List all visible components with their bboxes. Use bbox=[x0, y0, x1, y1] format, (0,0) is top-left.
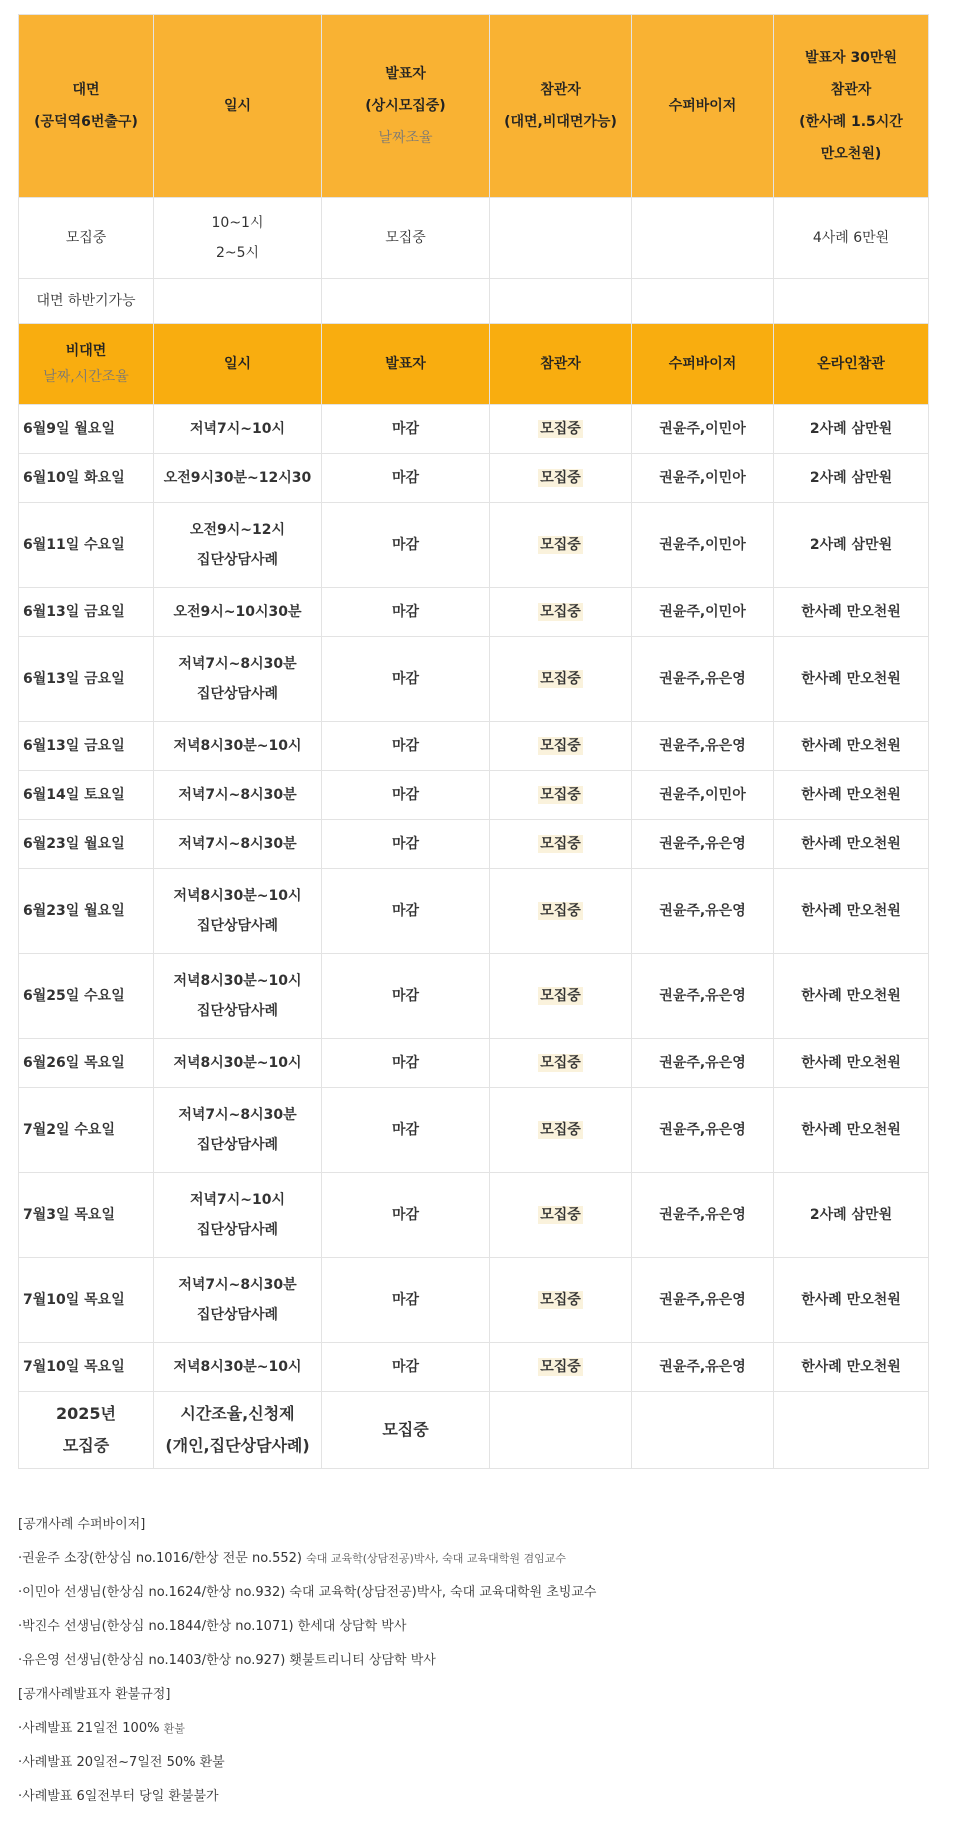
row-fee: 한사례 만오천원 bbox=[774, 1088, 929, 1173]
status-badge: 모집중 bbox=[540, 836, 581, 852]
row-observer bbox=[490, 1088, 632, 1173]
row-fee: 한사례 만오천원 bbox=[774, 771, 929, 820]
row-supervisor: 권윤주,유은영 bbox=[632, 1258, 774, 1343]
table-row bbox=[19, 771, 929, 820]
row-supervisor: 권윤주,유은영 bbox=[632, 722, 774, 771]
row-date: 7월10일 목요일 bbox=[19, 1258, 154, 1343]
row-date: 6월25일 수요일 bbox=[19, 954, 154, 1039]
year-row bbox=[19, 1392, 929, 1469]
row-time: 저녁7시~8시30분 bbox=[154, 771, 322, 820]
header-presenter: 발표자 (상시모집중) 날짜조율 bbox=[322, 15, 490, 198]
row-supervisor: 권윤주,유은영 bbox=[632, 954, 774, 1039]
status-badge: 모집중 bbox=[540, 738, 581, 754]
row-time: 저녁7시~8시30분 bbox=[154, 820, 322, 869]
table-row bbox=[19, 1343, 929, 1392]
row-supervisor: 권윤주,이민아 bbox=[632, 454, 774, 503]
row-presenter: 마감 bbox=[322, 771, 490, 820]
row-observer bbox=[490, 503, 632, 588]
status-badge: 모집중 bbox=[540, 1055, 581, 1071]
row-fee: 한사례 만오천원 bbox=[774, 588, 929, 637]
row-date: 6월26일 목요일 bbox=[19, 1039, 154, 1088]
row-date: 6월9일 월요일 bbox=[19, 405, 154, 454]
row-observer bbox=[490, 771, 632, 820]
row-presenter: 마감 bbox=[322, 1173, 490, 1258]
row-presenter: 마감 bbox=[322, 820, 490, 869]
row-observer bbox=[490, 1039, 632, 1088]
row-time: 저녁8시30분~10시 집단상담사례 bbox=[154, 954, 322, 1039]
inperson-header-row bbox=[19, 15, 929, 198]
year-time: 시간조율,신청제 (개인,집단상담사례) bbox=[154, 1392, 322, 1469]
row-observer bbox=[490, 869, 632, 954]
row-observer bbox=[490, 820, 632, 869]
row-time: 저녁8시30분~10시 bbox=[154, 1039, 322, 1088]
row-date: 7월10일 목요일 bbox=[19, 1343, 154, 1392]
supervisor-item: ·권윤주 소장(한상심 no.1016/한상 전문 no.552) 숙대 교육학(상담전공)박사, 숙대 교육대학원 겸임교수 bbox=[18, 1551, 566, 1566]
table-row bbox=[19, 637, 929, 722]
header-online: 비대면 날짜,시간조율 bbox=[19, 324, 154, 405]
row-date: 6월23일 월요일 bbox=[19, 869, 154, 954]
row-date: 6월23일 월요일 bbox=[19, 820, 154, 869]
row-presenter: 마감 bbox=[322, 1039, 490, 1088]
row-presenter: 마감 bbox=[322, 588, 490, 637]
status-badge: 모집중 bbox=[540, 604, 581, 620]
row-supervisor: 권윤주,이민아 bbox=[632, 503, 774, 588]
row-observer bbox=[490, 1258, 632, 1343]
row-presenter: 마감 bbox=[322, 637, 490, 722]
row-fee: 한사례 만오천원 bbox=[774, 1039, 929, 1088]
row-observer bbox=[490, 588, 632, 637]
status-badge: 모집중 bbox=[540, 470, 581, 486]
status-badge: 모집중 bbox=[540, 903, 581, 919]
row-date: 6월13일 금요일 bbox=[19, 588, 154, 637]
table-row bbox=[19, 588, 929, 637]
table-row bbox=[19, 820, 929, 869]
refund-item: ·사례발표 6일전부터 당일 환불불가 bbox=[18, 1789, 219, 1804]
row-date: 6월13일 금요일 bbox=[19, 637, 154, 722]
header-datetime: 일시 bbox=[154, 15, 322, 198]
table-row bbox=[19, 1039, 929, 1088]
header-observer: 참관자 (대면,비대면가능) bbox=[490, 15, 632, 198]
row-observer bbox=[490, 722, 632, 771]
inperson-note: 대면 하반기가능 bbox=[19, 279, 154, 324]
row-supervisor: 권윤주,이민아 bbox=[632, 405, 774, 454]
header2-observer: 참관자 bbox=[490, 324, 632, 405]
status-badge: 모집중 bbox=[540, 787, 581, 803]
row-observer bbox=[490, 954, 632, 1039]
header2-online-observe: 온라인참관 bbox=[774, 324, 929, 405]
row-observer bbox=[490, 1173, 632, 1258]
row-supervisor: 권윤주,유은영 bbox=[632, 637, 774, 722]
header-inperson: 대면 (공덕역6번출구) bbox=[19, 15, 154, 198]
online-header-row bbox=[19, 324, 929, 405]
inperson-presenter: 모집중 bbox=[322, 198, 490, 279]
table-row bbox=[19, 405, 929, 454]
row-time: 오전9시~12시 집단상담사례 bbox=[154, 503, 322, 588]
row-fee: 2사례 삼만원 bbox=[774, 1173, 929, 1258]
row-date: 6월10일 화요일 bbox=[19, 454, 154, 503]
supervisor-title: [공개사례 수퍼바이저] bbox=[18, 1517, 146, 1532]
row-supervisor: 권윤주,유은영 bbox=[632, 1088, 774, 1173]
inperson-row bbox=[19, 198, 929, 279]
inperson-times: 10~1시 2~5시 bbox=[154, 198, 322, 279]
row-fee: 한사례 만오천원 bbox=[774, 954, 929, 1039]
status-badge: 모집중 bbox=[540, 1292, 581, 1308]
row-date: 6월14일 토요일 bbox=[19, 771, 154, 820]
row-time: 저녁7시~10시 bbox=[154, 405, 322, 454]
status-badge: 모집중 bbox=[540, 421, 581, 437]
row-supervisor: 권윤주,유은영 bbox=[632, 820, 774, 869]
row-fee: 한사례 만오천원 bbox=[774, 820, 929, 869]
table-row bbox=[19, 454, 929, 503]
row-fee: 한사례 만오천원 bbox=[774, 1343, 929, 1392]
row-time: 저녁7시~10시 집단상담사례 bbox=[154, 1173, 322, 1258]
row-time: 저녁8시30분~10시 bbox=[154, 722, 322, 771]
schedule-table bbox=[18, 14, 929, 1469]
table-row bbox=[19, 954, 929, 1039]
inperson-status: 모집중 bbox=[19, 198, 154, 279]
row-time: 오전9시~10시30분 bbox=[154, 588, 322, 637]
supervisor-item: ·유은영 선생님(한상심 no.1403/한상 no.927) 횃불트리니티 상담학 박사 bbox=[18, 1653, 436, 1668]
row-observer bbox=[490, 405, 632, 454]
row-date: 7월3일 목요일 bbox=[19, 1173, 154, 1258]
row-observer bbox=[490, 637, 632, 722]
time-adjust-note: 날짜,시간조율 bbox=[43, 369, 129, 385]
notes-section bbox=[18, 1508, 948, 1814]
table-row bbox=[19, 1258, 929, 1343]
inperson-fee: 4사례 6만원 bbox=[774, 198, 929, 279]
header2-presenter: 발표자 bbox=[322, 324, 490, 405]
supervisor-item: ·이민아 선생님(한상심 no.1624/한상 no.932) 숙대 교육학(상담전공)박사, 숙대 교육대학원 초빙교수 bbox=[18, 1585, 597, 1600]
table-row bbox=[19, 722, 929, 771]
header2-datetime: 일시 bbox=[154, 324, 322, 405]
row-date: 6월13일 금요일 bbox=[19, 722, 154, 771]
row-fee: 한사례 만오천원 bbox=[774, 637, 929, 722]
status-badge: 모집중 bbox=[540, 1122, 581, 1138]
supervisor-item: ·박진수 선생님(한상심 no.1844/한상 no.1071) 한세대 상담학 박사 bbox=[18, 1619, 407, 1634]
row-time: 저녁7시~8시30분 집단상담사례 bbox=[154, 1088, 322, 1173]
table-row bbox=[19, 1088, 929, 1173]
row-observer bbox=[490, 1343, 632, 1392]
row-time: 저녁8시30분~10시 집단상담사례 bbox=[154, 869, 322, 954]
status-badge: 모집중 bbox=[540, 988, 581, 1004]
row-presenter: 마감 bbox=[322, 1343, 490, 1392]
row-presenter: 마감 bbox=[322, 954, 490, 1039]
row-observer bbox=[490, 454, 632, 503]
status-badge: 모집중 bbox=[540, 1359, 581, 1375]
header2-supervisor: 수퍼바이저 bbox=[632, 324, 774, 405]
row-time: 저녁7시~8시30분 집단상담사례 bbox=[154, 637, 322, 722]
table-row bbox=[19, 503, 929, 588]
row-supervisor: 권윤주,이민아 bbox=[632, 588, 774, 637]
row-time: 저녁7시~8시30분 집단상담사례 bbox=[154, 1258, 322, 1343]
table-row bbox=[19, 869, 929, 954]
row-date: 7월2일 수요일 bbox=[19, 1088, 154, 1173]
row-supervisor: 권윤주,유은영 bbox=[632, 1343, 774, 1392]
status-badge: 모집중 bbox=[540, 671, 581, 687]
year-presenter: 모집중 bbox=[322, 1392, 490, 1469]
row-presenter: 마감 bbox=[322, 405, 490, 454]
row-date: 6월11일 수요일 bbox=[19, 503, 154, 588]
row-supervisor: 권윤주,유은영 bbox=[632, 869, 774, 954]
row-supervisor: 권윤주,유은영 bbox=[632, 1173, 774, 1258]
row-fee: 2사례 삼만원 bbox=[774, 503, 929, 588]
row-fee: 2사례 삼만원 bbox=[774, 454, 929, 503]
refund-item: ·사례발표 21일전 100% 환불 bbox=[18, 1721, 185, 1736]
status-badge: 모집중 bbox=[540, 537, 581, 553]
row-supervisor: 권윤주,유은영 bbox=[632, 1039, 774, 1088]
row-fee: 2사례 삼만원 bbox=[774, 405, 929, 454]
row-presenter: 마감 bbox=[322, 869, 490, 954]
row-presenter: 마감 bbox=[322, 1258, 490, 1343]
refund-title: [공개사례발표자 환불규정] bbox=[18, 1687, 171, 1702]
row-fee: 한사례 만오천원 bbox=[774, 869, 929, 954]
row-supervisor: 권윤주,이민아 bbox=[632, 771, 774, 820]
row-presenter: 마감 bbox=[322, 1088, 490, 1173]
row-presenter: 마감 bbox=[322, 503, 490, 588]
year-label: 2025년 모집중 bbox=[19, 1392, 154, 1469]
row-fee: 한사례 만오천원 bbox=[774, 1258, 929, 1343]
row-time: 저녁8시30분~10시 bbox=[154, 1343, 322, 1392]
row-presenter: 마감 bbox=[322, 722, 490, 771]
table-row bbox=[19, 1173, 929, 1258]
row-fee: 한사례 만오천원 bbox=[774, 722, 929, 771]
header-fee: 발표자 30만원 참관자 (한사례 1.5시간 만오천원) bbox=[774, 15, 929, 198]
row-time: 오전9시30분~12시30 bbox=[154, 454, 322, 503]
row-presenter: 마감 bbox=[322, 454, 490, 503]
header-supervisor: 수퍼바이저 bbox=[632, 15, 774, 198]
status-badge: 모집중 bbox=[540, 1207, 581, 1223]
inperson-note-row bbox=[19, 279, 929, 324]
date-adjust-note: 날짜조율 bbox=[378, 130, 433, 146]
refund-item: ·사례발표 20일전~7일전 50% 환불 bbox=[18, 1755, 225, 1770]
